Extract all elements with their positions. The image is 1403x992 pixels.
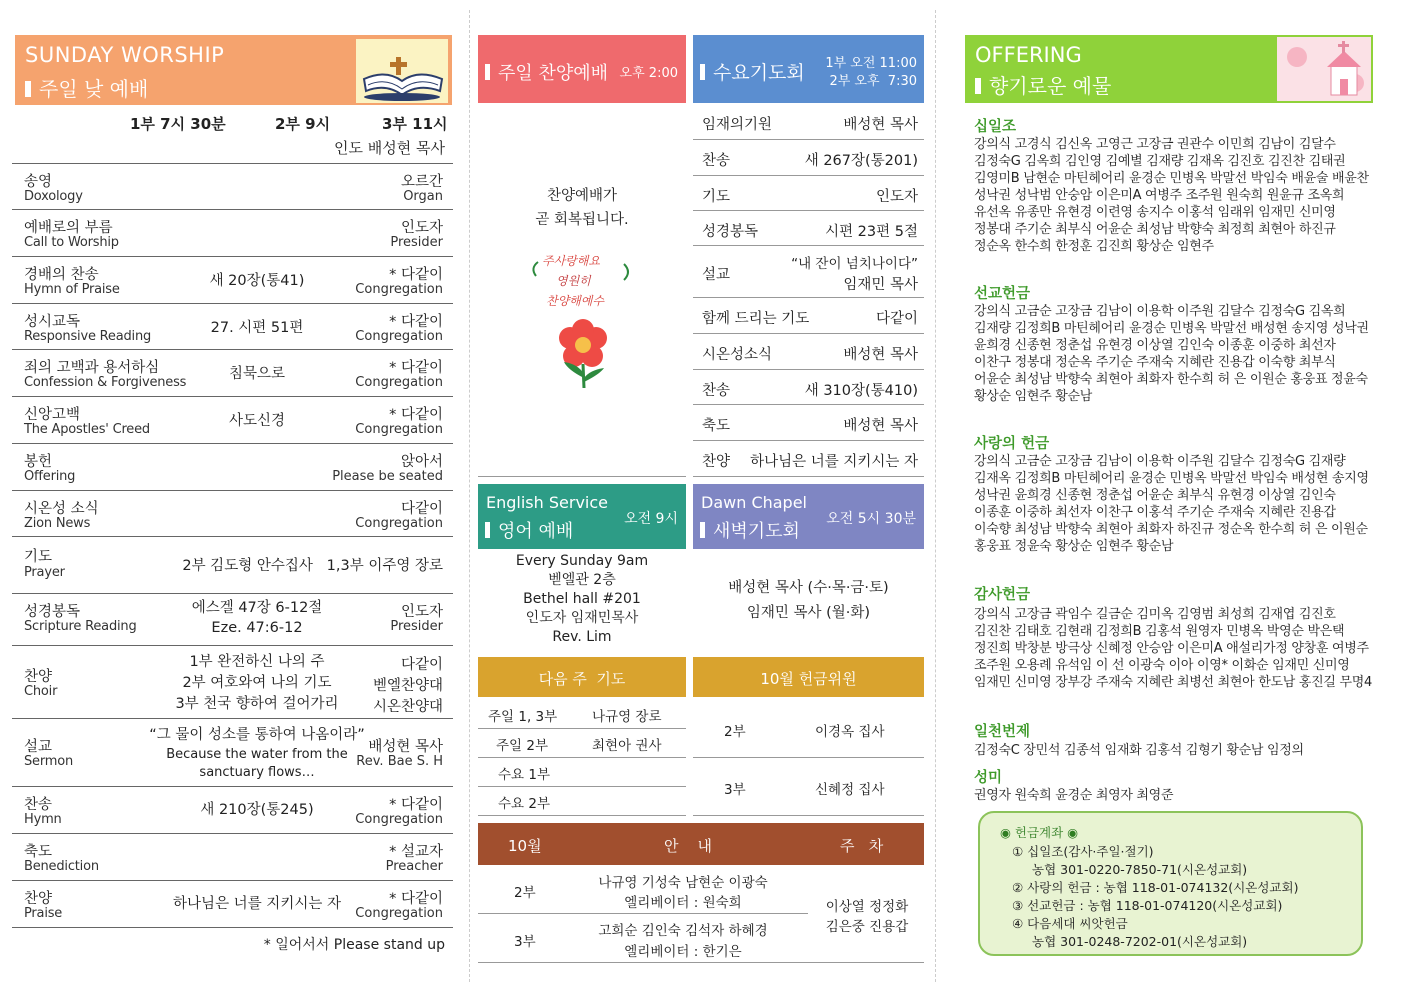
guide-row-ushers: 고희순 김인숙 김석자 하혜경 [598,923,768,939]
service-time-2: 2부 9시 [275,115,331,133]
order-row-hymn [12,787,453,834]
order-content-en: Eze. 47:6-12 [211,620,303,636]
wed-row-label: 임재의기원 [702,117,773,133]
section-title-thanks: 감사헌금 [974,587,1031,603]
order-content: 사도신경 [228,413,286,429]
english-line: Rev. Lim [552,629,612,645]
bible-icon [356,39,448,103]
wed-row [693,246,924,298]
english-time: 오전 9시 [624,511,678,527]
choir-line-1: 1부 완전하신 나의 주 [189,654,325,670]
wed-row [693,298,924,334]
order-row-news [12,491,453,537]
order-role-en: Congregation [355,422,443,437]
order-en: Praise [24,906,63,921]
order-en: Sermon [24,754,74,769]
order-kr: 봉헌 [24,454,53,470]
order-en: Scripture Reading [24,619,137,634]
wed-row-value: 배성현 목사 [843,347,918,363]
order-en: Hymn [24,812,62,827]
dawn-line-1: 배성현 목사 (수·목·금·토) [728,580,889,596]
wed-row-label: 성경봉독 [702,224,759,240]
wed-row [693,441,924,477]
english-title-en: English Service [486,493,608,512]
order-role: * 다같이 [389,797,443,813]
order-role-en: Presider [390,619,443,634]
english-info [478,552,686,647]
dawn-title-kr: 새벽기도회 [713,521,800,542]
sermon-title: “그 물이 성소를 통하여 나옴이라” [149,727,365,743]
header-title-en: SUNDAY WORSHIP [25,43,225,67]
english-line: 인도자 임재민목사 [525,610,639,626]
order-row-scripture [12,594,453,646]
dawn-line-2: 임재민 목사 (월·화) [746,605,871,621]
order-kr: 신앙고백 [24,407,81,423]
choir-role-3: 시온찬양대 [372,699,443,715]
wed-row [693,176,924,211]
wed-row-label: 설교 [702,267,731,283]
order-role-en: Congregation [355,516,443,531]
wed-sermon-preacher: 임재민 목사 [843,277,918,293]
order-en: The Apostles' Creed [24,422,150,437]
wed-time-1: 1부 오전 11:00 [825,56,917,71]
order-row-hymn-praise [12,257,453,304]
section-title-rice: 성미 [974,770,1003,786]
row-line [478,757,686,758]
praise-flower-art [528,246,638,396]
names-tithe: 강의식 고경식 김신옥 고영근 고장금 권관수 이민희 김남이 김달수 김정숙G 김옥희 김인영 김예별 김재량 김재옥 김진호 김진찬 김태권 김영미B 남현순 마틴헤어리 윤경순 민병옥 박말선 박임숙 배윤술 배윤찬 성낙권 성낙범 안숭암 이은미A 여병주 조주원 원숙희 원윤규 조옥희 유선옥 유종만 유현경 이련영 송지수 이홍석 임래위 임재민 신미영 정봉대 주기순 최부식 어윤순 최성남 박향숙 최정희 최현아 하진규 정순옥 한수희 한정훈 김진희 황상순 임현주 [974,137,1369,254]
order-role-en: Please be seated [332,469,443,484]
flower-icon [528,246,638,396]
order-row-choir [12,646,453,719]
order-row-creed [12,397,453,444]
praise-title: 주일 찬양예배 [498,63,609,84]
art-line-1: 주사랑해요 [542,254,600,268]
guide-row-elevator: 엘리베이터 : 한기은 [624,944,742,960]
stand-note: * 일어서서 Please stand up [263,937,445,953]
order-content: 새 210장(통245) [200,802,314,818]
order-role-en: Rev. Bae S. H [356,754,443,769]
wed-row-label: 시온성소식 [702,347,773,363]
order-role-en: Organ [403,189,443,204]
choir-role-1: 다같이 [400,657,443,673]
praise-notice-1: 찬양예배가 [546,188,618,204]
next-prayer-title: 다음 주 기도 [538,670,626,688]
order-row-confession [12,350,453,397]
english-line: Bethel hall #201 [523,591,641,607]
order-en: Hymn of Praise [24,282,120,297]
order-en: Doxology [24,189,83,204]
order-role-en: Congregation [355,812,443,827]
wed-row-label: 축도 [702,418,731,434]
order-row-prayer [12,537,453,594]
wed-row-value: 시편 23편 5절 [825,224,918,240]
praise-notice-2: 곧 회복됩니다. [535,212,629,228]
order-kr: 찬송 [24,797,53,813]
offering-title-kr: 향기로운 예물 [975,70,1111,99]
order-en: Choir [24,684,58,699]
account-line: ② 사랑의 헌금 : 농협 118-01-074132(시온성교회) [1012,880,1299,895]
wed-row-label: 기도 [702,189,731,205]
row-line [478,728,686,729]
wed-row [693,211,924,246]
account-line: 농협 301-0220-7850-71(시온성교회) [1032,862,1248,877]
order-role: * 다같이 [389,314,443,330]
order-kr: 시온성 소식 [24,501,99,517]
order-en: Offering [24,469,76,484]
offering-account-box [978,811,1363,956]
account-line: 농협 301-0248-7202-01(시온성교회) [1032,934,1248,949]
order-row-praise [12,881,453,928]
account-line: ④ 다음세대 씨앗헌금 [1012,916,1128,931]
order-role: 앉아서 [400,454,443,470]
order-row-offering [12,444,453,491]
section-title-mission: 선교헌금 [974,286,1031,302]
order-content: 새 20장(통41) [209,273,305,289]
names-love: 강의식 고금순 고장금 김남이 이용학 이주원 김달수 김정숙G 김재량 김재옥 김정희B 마틴헤어리 윤경순 민병옥 박말선 박임숙 배성현 송지영 성낙권 윤희경 신종현 정춘섭 어윤순 최부식 유현경 이상열 김인숙 이종훈 이중하 최선자 이찬구 이홍석 주기순 주재숙 지혜란 진용갑 이숙향 최성남 박향숙 최현아 최화자 하진규 정순옥 한수희 허 은 이원순 홍웅표 정윤숙 황상순 임현주 황순남 [974,454,1369,554]
order-kr: 죄의 고백과 용서하심 [24,360,160,376]
wed-row-value: 다같이 [875,311,918,327]
order-en: Prayer [24,565,65,580]
english-line: 벧엘관 2층 [548,572,616,588]
row-line [478,786,686,787]
order-role: 인도자 [400,220,443,236]
prayer-row-value: 최현아 권사 [592,738,662,754]
order-content: 2부 김도형 안수집사 1,3부 이주영 장로 [182,558,443,574]
order-row-call [12,210,453,257]
guide-title: 안 내 [664,837,713,855]
wed-row [693,140,924,176]
order-kr: 성시교독 [24,314,81,330]
sermon-title-en-2: sanctuary flows… [199,765,315,780]
order-role-en: Congregation [355,282,443,297]
worship-leader: 인도 배성현 목사 [334,139,445,157]
praise-time: 오후 2:00 [619,66,678,81]
prayer-row-value: 나규영 장로 [592,709,662,725]
wed-row-value: 인도자 [875,189,918,205]
wed-row-label: 찬양 [702,454,731,470]
parking-line-1: 이상열 정정화 [825,899,909,915]
committee-row-label: 3부 [724,782,746,798]
wed-row [693,334,924,370]
wed-sermon-title: “내 잔이 넘치나이다” [791,256,918,272]
choir-line-2: 2부 여호와여 나의 기도 [182,675,332,691]
english-title-kr: 영어 예배 [498,521,574,542]
wed-time-2: 2부 오후 7:30 [829,74,917,89]
dawn-chapel-header [693,484,924,549]
wed-row-value: 새 267장(통201) [804,153,918,169]
committee-header [693,657,924,697]
order-role: 배성현 목사 [368,739,443,755]
order-en: Call to Worship [24,235,119,250]
choir-line-3: 3부 천국 향하여 걸어가리 [175,696,339,712]
committee-row-value: 이경옥 집사 [815,724,885,740]
wed-row-value: 하나님은 너를 지키시는 자 [750,454,918,470]
order-role: 인도자 [400,604,443,620]
order-role-en: Congregation [355,329,443,344]
order-role-en: Presider [390,235,443,250]
wed-title: 수요기도회 [713,62,805,84]
wed-row [693,104,924,140]
choir-role-2: 벧엘찬양대 [372,678,443,694]
row-line [693,757,924,758]
wednesday-header [693,35,924,103]
next-prayer-header [478,657,686,697]
committee-row-value: 신혜정 집사 [815,782,885,798]
wed-row-value: 새 310장(통410) [804,383,918,399]
wed-row [693,405,924,441]
offering-header [965,35,1373,103]
order-row-responsive [12,304,453,350]
account-line: ① 십일조(감사·주일·절기) [1012,844,1154,859]
parking-line-2: 김은중 진용갑 [825,919,909,935]
order-en: Confession & Forgiveness [24,375,187,390]
wed-row-value: 배성현 목사 [843,117,918,133]
wed-row-label: 찬송 [702,153,731,169]
order-content: 27. 시편 51편 [210,320,304,336]
offering-title-en: OFFERING [975,43,1082,67]
prayer-row-label: 주일 1, 3부 [488,709,558,725]
prayer-row-label: 수요 2부 [498,796,551,812]
order-role: 다같이 [400,501,443,517]
order-kr: 찬양 [24,669,53,685]
account-title: ◉ 헌금계좌 ◉ [1000,825,1079,840]
guide-row-label: 2부 [514,885,536,901]
section-title-love: 사랑의 헌금 [974,436,1050,452]
order-kr: 성경봉독 [24,604,81,620]
column-divider [469,10,470,982]
column-divider [935,10,936,982]
order-row-doxology [12,163,453,210]
praise-bottom-line [478,476,686,477]
order-row-benediction [12,834,453,881]
art-line-2: 영원히 [556,274,591,288]
order-kr: 축도 [24,844,53,860]
prayer-row-label: 수요 1부 [498,767,551,783]
order-role-en: Congregation [355,906,443,921]
order-role: * 다같이 [389,360,443,376]
account-line: ③ 선교헌금 : 농협 118-01-074120(시온성교회) [1012,898,1283,913]
header-title-kr: 주일 낮 예배 [25,73,148,102]
order-en: Zion News [24,516,91,531]
wed-row-label: 찬송 [702,383,731,399]
guide-row-label: 3부 [514,934,536,950]
order-kr: 경배의 찬송 [24,267,99,283]
order-en: Responsive Reading [24,329,152,344]
guide-month: 10월 [508,837,542,855]
dawn-title-en: Dawn Chapel [701,493,807,512]
order-row-sermon [12,719,453,787]
order-content: 에스겔 47장 6-12절 [191,600,323,616]
service-time-3: 3부 11시 [382,115,448,133]
guide-bottom-line [478,962,924,963]
guide-row-elevator: 엘리베이터 : 원숙희 [624,895,742,911]
prayer-row-label: 주일 2부 [496,738,549,754]
order-kr: 기도 [24,549,53,565]
row-line [478,913,808,914]
order-kr: 송영 [24,174,53,190]
english-service-header [478,484,686,549]
order-role: 오르간 [400,174,443,190]
order-role: * 다같이 [389,267,443,283]
order-role-en: Congregation [355,375,443,390]
service-time-1: 1부 7시 30분 [130,115,226,133]
praise-service-header [478,35,686,103]
guide-row-ushers: 나규영 기성숙 남현순 이광숙 [598,875,768,891]
order-kr: 예배로의 부름 [24,220,113,236]
wed-row [693,370,924,405]
section-title-thousand: 일천번제 [974,724,1031,740]
order-content: 하나님은 너를 지키시는 자 [173,896,341,912]
church-icon [1277,37,1371,101]
dawn-time: 오전 5시 30분 [826,511,916,527]
wed-row-value: 배성현 목사 [843,418,918,434]
order-content: 침묵으로 [228,366,286,382]
order-kr: 설교 [24,739,53,755]
row-line [693,815,924,816]
order-en: Benediction [24,859,99,874]
wed-row-label: 함께 드리는 기도 [702,311,810,327]
committee-title: 10월 헌금위원 [760,670,857,688]
committee-row-label: 2부 [724,724,746,740]
order-role: * 설교자 [389,844,443,860]
guide-header [478,823,924,865]
english-line: Every Sunday 9am [515,553,649,569]
names-thousand: 김정숙C 장민석 김종석 임재화 김홍석 김형기 황순남 임정의 [974,743,1304,758]
sunday-worship-header [15,35,452,105]
names-thanks: 강의식 고장금 곽임수 길금순 김미옥 김영범 최성희 김재엽 김진호 김진찬 김태호 김현래 김정희B 김홍석 원영자 민병옥 박영순 박은택 정진희 박창분 방극상 신혜정 안승암 이은미A 애설리가정 양창훈 여병주 조주원 오용례 유석임 이 선 이광숙 이아 이영* 이화순 임재민 신미영 임재민 신미영 장부강 주재숙 지혜란 최병선 최현아 한도남 홍진길 무명4 [974,607,1372,690]
names-rice: 권영자 원숙희 윤경순 최영자 최영준 [974,788,1174,803]
sermon-title-en-1: Because the water from the [166,747,348,762]
order-kr: 찬양 [24,891,53,907]
names-mission: 강의식 고금순 고장금 김남이 이용학 이주원 김달수 김정숙G 김옥희 김재량 김정희B 마틴헤어리 윤경순 민병옥 박말선 배성현 송지영 성낙권 윤희경 신종현 정춘섭 유현경 이상열 김인숙 이종훈 이중하 최선자 이찬구 정봉대 정순옥 주기순 주재숙 지혜란 진용갑 이숙향 최부식 어윤순 최성남 박향숙 최현아 최화자 한수희 허 은 이원순 홍웅표 정윤숙 황상순 임현주 황순남 [974,304,1369,404]
row-line [478,815,686,816]
parking-title: 주 차 [840,837,884,855]
order-role: * 다같이 [389,891,443,907]
section-title-tithe: 십일조 [974,119,1017,135]
order-role-en: Preacher [385,859,443,874]
order-role: * 다같이 [389,407,443,423]
art-line-3: 찬양해예수 [546,294,604,308]
